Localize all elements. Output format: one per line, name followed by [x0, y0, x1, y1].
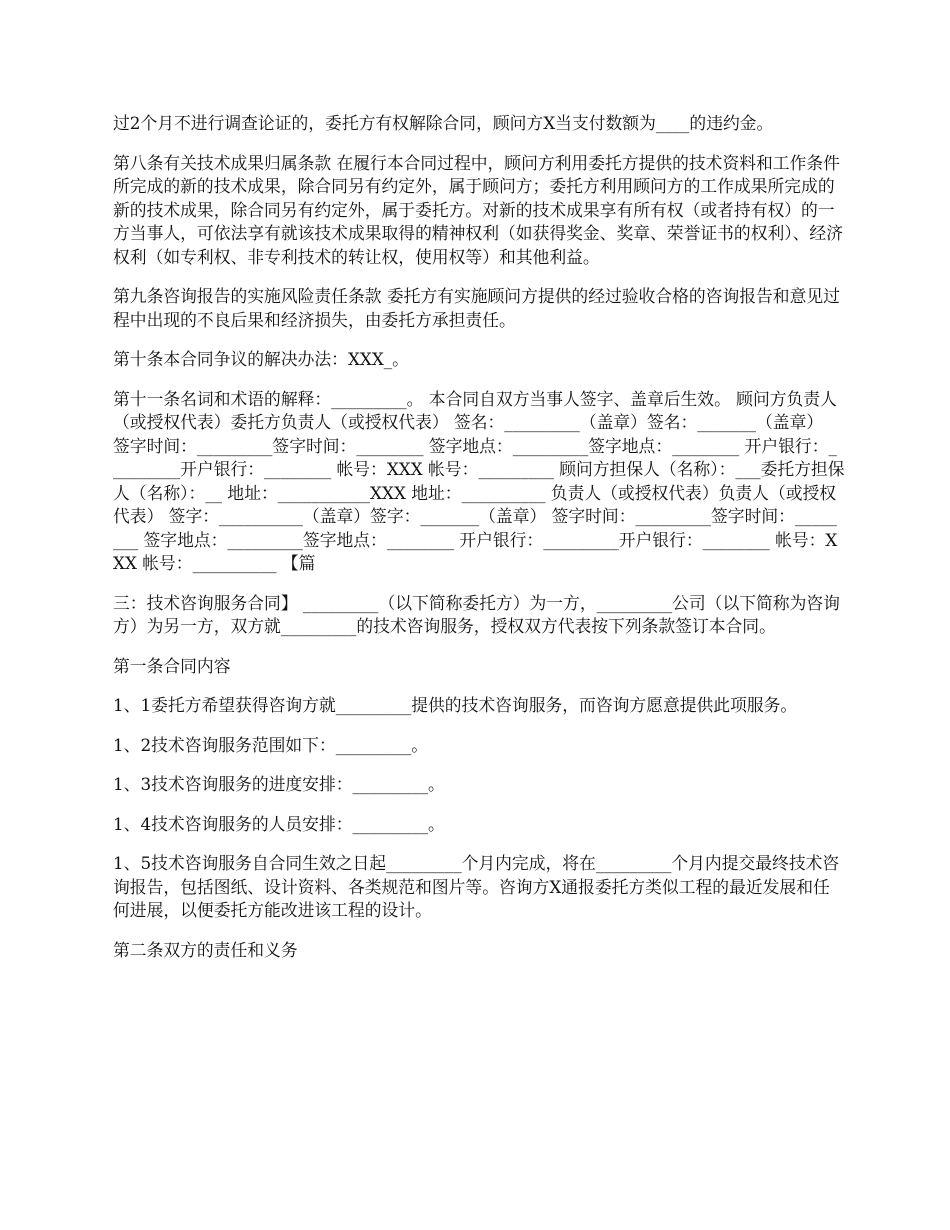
paragraph-clause-1-4: 1、4技术咨询服务的人员安排：_________。	[113, 813, 445, 834]
paragraph-breach-penalty: 过2个月不进行调查论证的，委托方有权解除合同，顾问方X当支付数额为____的违约金。	[113, 113, 774, 133]
paragraph-article-8: 第八条有关技术成果归属条款 在履行本合同过程中，顾问方利用委托方提供的技术资料和工作条件所完成的新的技术成果，除合同另有约定外，属于顾问方；委托方利用顾问方的工作成果所完成的新的技术成果，除合同另有约定外，属于委托方。对新的技术成果享有所有权（或者持有权）的一方当事人，可依法享有就该技术成果取得的精神权利（如获得奖金、奖章、荣誉证书的权利）、经济权利（如专利权、非专利技术的转让权，使用权等）和其他利益。	[113, 152, 843, 267]
paragraph-article-11-signatures: 第十一条名词和术语的解释：_________。 本合同自双方当事人签字、盖章后生效。 顾问方负责人（或授权代表）委托方负责人（或授权代表） 签名：_________（盖章）签名：_______（盖章） 签字时间：_________签字时间：________ 签字地点：_________签字地点：________ 开户银行：_________开户银行：________ 帐号：XXX 帐号：_________ 顾问方担保人（名称）：___委托方担保人（名称）：__ 地址：___________XXX 地址：__________ 负责人（或授权代表）负责人（或授权代表） 签字：__________（盖章）签字：_______（盖章） 签字时间：_________签字时间：________ 签字地点：_________签字地点：________ 开户银行：_________开户银行：________ 帐号：XXX 帐号：__________ 【篇	[113, 388, 845, 573]
paragraph-contract-3-intro: 三：技术咨询服务合同】 _________（以下简称委托方）为一方，_________公司（以下简称为咨询方）为另一方，双方就_________的技术咨询服务，授权双方代表按下列条款签订本合同。	[113, 592, 840, 636]
document-page	[113, 112, 845, 978]
paragraph-article-9: 第九条咨询报告的实施风险责任条款 委托方有实施顾问方提供的经过验收合格的咨询报告和意见过程中出现的不良后果和经济损失，由委托方承担责任。	[113, 286, 840, 330]
heading-article-2: 第二条双方的责任和义务	[113, 939, 298, 960]
paragraph-clause-1-1: 1、1委托方希望获得咨询方就_________提供的技术咨询服务，而咨询方愿意提供此项服务。	[113, 695, 798, 715]
heading-article-1: 第一条合同内容	[113, 655, 231, 676]
paragraph-clause-1-2: 1、2技术咨询服务范围如下：_________。	[113, 734, 429, 755]
paragraph-clause-1-3: 1、3技术咨询服务的进度安排：_________。	[113, 774, 445, 794]
paragraph-clause-1-5: 1、5技术咨询服务自合同生效之日起_________个月内完成，将在_________个月内提交最终技术咨询报告，包括图纸、设计资料、各类规范和图片等。咨询方X通报委托方类似工程的最近发展和任何进展，以便委托方能改进该工程的设计。	[113, 853, 840, 920]
paragraph-article-10: 第十条本合同争议的解决办法：XXX_。	[113, 349, 409, 369]
